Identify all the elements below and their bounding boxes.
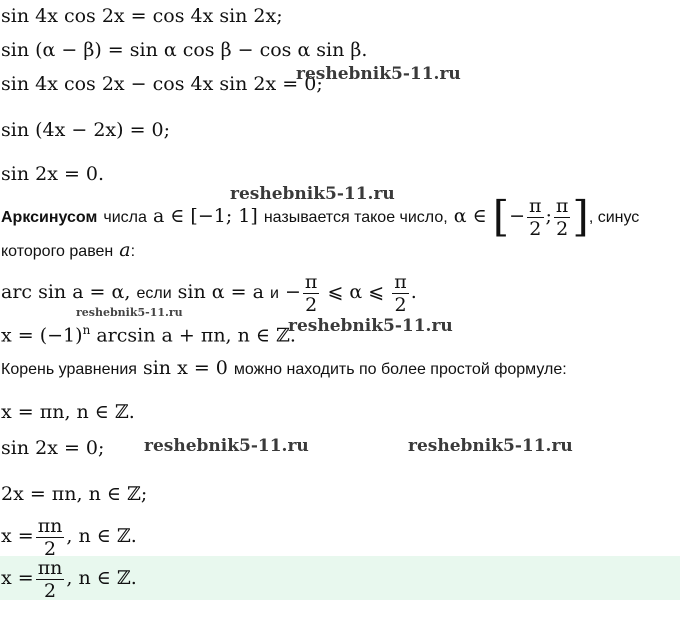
watermark: reshebnik5-11.ru [76, 306, 183, 319]
watermark: reshebnik5-11.ru [296, 64, 461, 84]
simple-solution: x = πn, n ∈ ℤ. [1, 401, 135, 423]
formula-sine-difference: sin (α − β) = sin α cos β − cos α sin β. [1, 39, 368, 61]
definition-line-2: которого равен a: [1, 239, 136, 261]
solution-step-3: x = $\frac{\pi n}{2}$ , n ∈ ℤ. [1, 514, 137, 560]
general-solution-formula: $x = (-1)^n$ arcsin a + πn, n ∈ ℤ. [1, 323, 296, 347]
definition-line: Арксинусом числа a ∈ [−1; 1] называется такое число, α ∈ [− $\frac{\pi}{2}$ ; $\frac{\pi}{2}$ ], синус [1, 192, 640, 241]
watermark: reshebnik5-11.ru [230, 184, 395, 204]
watermark: reshebnik5-11.ru [288, 316, 453, 336]
final-answer: x = $\frac{\pi n}{2}$ , n ∈ ℤ. [1, 556, 137, 602]
solution-step-1: sin 2x = 0; [1, 437, 105, 459]
equation-line-3: sin 4x cos 2x − cos 4x sin 2x = 0; [1, 73, 323, 95]
simple-formula-text: Корень уравнения sin x = 0 можно находить по более простой формуле: [1, 357, 567, 379]
equation-line-4: sin (4x − 2x) = 0; [1, 119, 171, 141]
arcsin-definition: arc sin a = α, если sin α = a и − $\frac{\pi}{2}$ ⩽ α ⩽ $\frac{\pi}{2}$ . [1, 270, 417, 316]
equation-line-5: sin 2x = 0. [1, 163, 105, 185]
watermark: reshebnik5-11.ru [144, 436, 309, 456]
watermark: reshebnik5-11.ru [408, 436, 573, 456]
equation-line-1: sin 4x cos 2x = cos 4x sin 2x; [1, 5, 283, 27]
solution-step-2: 2x = πn, n ∈ ℤ; [1, 483, 148, 505]
definition-term: Арксинусом [1, 209, 98, 226]
